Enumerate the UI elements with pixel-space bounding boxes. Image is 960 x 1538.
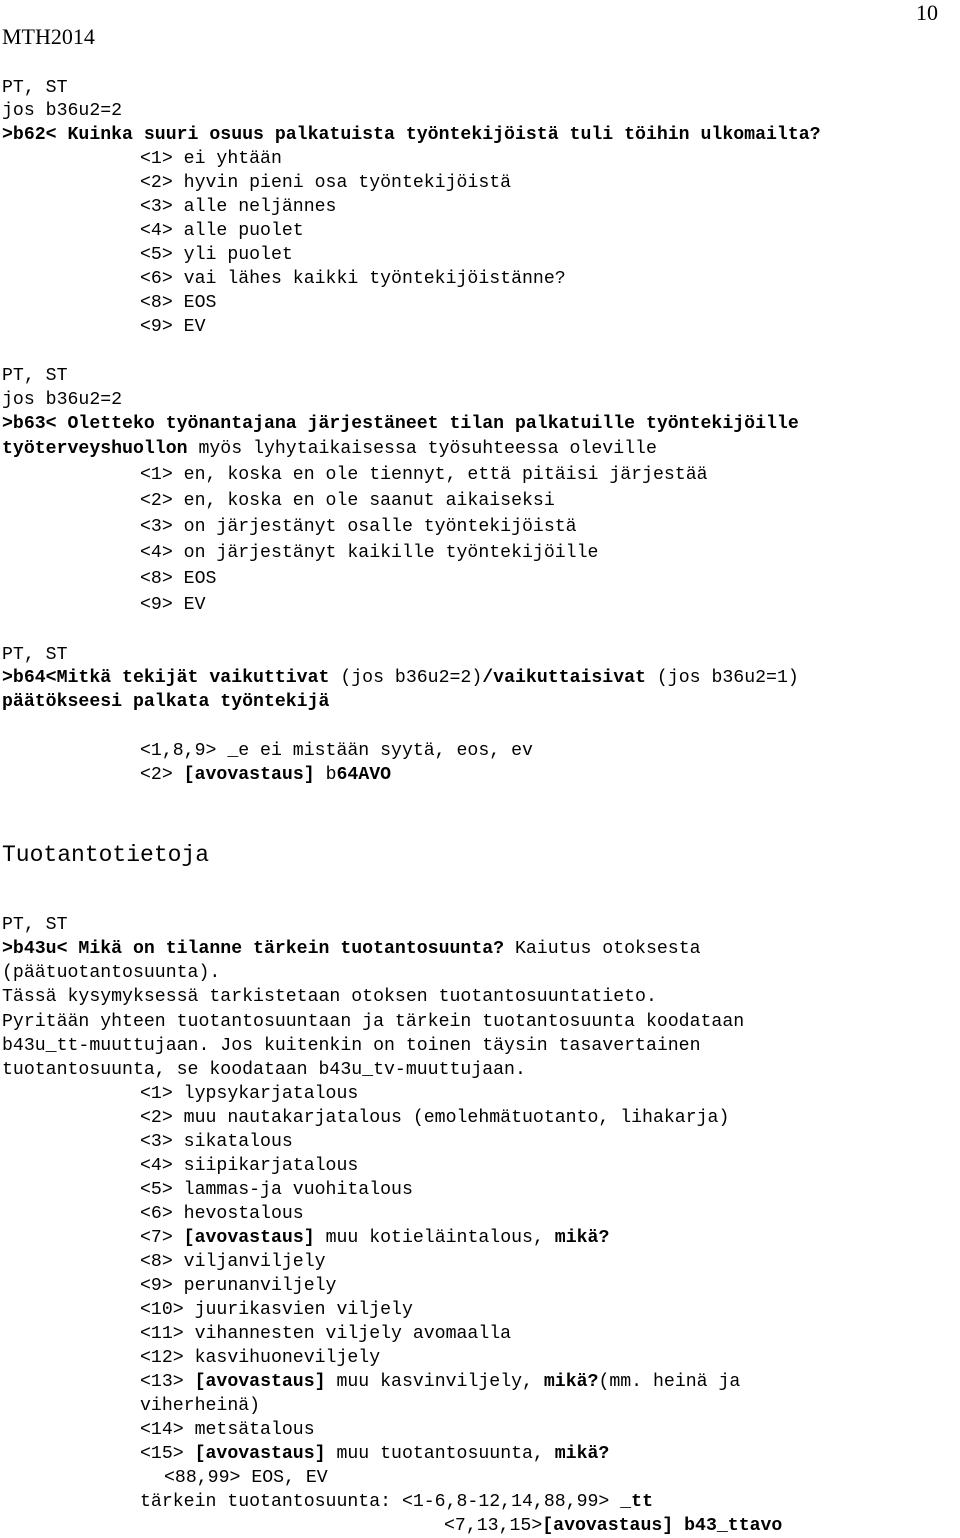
variable-prefix: b	[314, 765, 337, 785]
option-item: <3> sikatalous	[140, 1132, 293, 1152]
option-code: <15>	[140, 1444, 195, 1464]
open-answer-tag: [avovastaus]	[194, 1372, 326, 1392]
route-tag: PT, ST	[2, 915, 68, 935]
question-b64-condition: (jos b36u2=2)	[329, 668, 483, 688]
option-item: <1,8,9> _e ei mistään syytä, eos, ev	[140, 741, 533, 761]
instruction-line: Tässä kysymyksessä tarkistetaan otoksen tuotantosuuntatieto.	[2, 987, 657, 1007]
option-item: <6> vai lähes kaikki työntekijöistänne?	[140, 269, 566, 289]
question-b63-line2	[2, 437, 657, 461]
question-b64-line1	[2, 666, 799, 690]
option-item	[140, 1226, 609, 1250]
routing-line	[140, 1490, 653, 1514]
question-b63-line1: >b63< Oletteko työnantajana järjestäneet tilan palkatuille työntekijöille	[2, 414, 799, 434]
option-item: <5> yli puolet	[140, 245, 293, 265]
option-item	[140, 1442, 609, 1466]
routing-text: tärkein tuotantosuunta: <1-6,8-12,14,88,99>	[140, 1492, 621, 1512]
option-item: <4> siipikarjatalous	[140, 1156, 359, 1176]
document-title: MTH2014	[2, 24, 95, 49]
question-b64-line2: päätökseesi palkata työntekijä	[2, 692, 330, 712]
page-number: 10	[916, 0, 938, 25]
option-item: <8> EOS	[140, 293, 217, 313]
instruction-line: Pyritään yhteen tuotantosuuntaan ja tärkein tuotantosuunta koodataan	[2, 1012, 745, 1032]
condition: jos b36u2=2	[2, 390, 123, 410]
option-code: <2>	[140, 765, 184, 785]
option-item: <14> metsätalous	[140, 1420, 315, 1440]
question-b63-bold: työterveyshuollon	[2, 439, 188, 459]
option-item: <4> on järjestänyt kaikille työntekijöille	[140, 543, 599, 563]
route-tag: PT, ST	[2, 366, 68, 386]
routing-text: <7,13,15>	[444, 1516, 543, 1536]
option-item: <4> alle puolet	[140, 221, 304, 241]
option-item	[140, 1370, 740, 1394]
question-b43u-bold: >b43u< Mikä on tilanne tärkein tuotantosuunta?	[2, 939, 505, 959]
question-b43u	[2, 937, 701, 961]
question-b62: >b62< Kuinka suuri osuus palkatuista työntekijöistä tuli töihin ulkomailta?	[2, 125, 821, 145]
option-item: <3> alle neljännes	[140, 197, 337, 217]
option-code: <7>	[140, 1228, 184, 1248]
option-item: <2> muu nautakarjatalous (emolehmätuotanto, lihakarja)	[140, 1108, 730, 1128]
route-tag: PT, ST	[2, 78, 68, 98]
instruction-line: tuotantosuunta, se koodataan b43u_tv-muuttujaan.	[2, 1060, 526, 1080]
routing-line	[444, 1514, 782, 1538]
option-item: <10> juurikasvien viljely	[140, 1300, 413, 1320]
follow-up-prompt: mikä?	[554, 1444, 610, 1464]
instruction-line: (päätuotantosuunta).	[2, 963, 221, 983]
question-b43u-rest: Kaiutus otoksesta	[504, 939, 701, 959]
condition: jos b36u2=2	[2, 101, 123, 121]
option-item: <88,99> EOS, EV	[164, 1468, 328, 1488]
option-item: <9> EV	[140, 317, 206, 337]
question-b64-part: >b64<Mitkä tekijät vaikuttivat	[2, 668, 330, 688]
option-item: <11> vihannesten viljely avomaalla	[140, 1324, 512, 1344]
option-item: <8> viljanviljely	[140, 1252, 326, 1272]
option-continuation: viherheinä)	[140, 1396, 261, 1416]
follow-up-prompt: mikä?	[554, 1228, 610, 1248]
option-code: <13>	[140, 1372, 195, 1392]
open-answer-tag: [avovastaus]	[183, 1228, 315, 1248]
option-item: <8> EOS	[140, 569, 217, 589]
option-item: <6> hevostalous	[140, 1204, 304, 1224]
question-b64-condition: (jos b36u2=1)	[645, 668, 799, 688]
routing-target: _tt	[620, 1492, 653, 1512]
option-text: muu tuotantosuunta,	[325, 1444, 555, 1464]
option-item: <9> perunanviljely	[140, 1276, 337, 1296]
option-item: <2> hyvin pieni osa työntekijöistä	[140, 173, 512, 193]
question-b64-part: /vaikuttaisivat	[482, 668, 646, 688]
section-heading: Tuotantotietoja	[2, 842, 210, 868]
follow-up-prompt: mikä?	[543, 1372, 599, 1392]
open-answer-tag: [avovastaus]	[183, 765, 315, 785]
option-item: <9> EV	[140, 595, 206, 615]
option-text: muu kasvinviljely,	[325, 1372, 544, 1392]
routing-target: [avovastaus] b43_ttavo	[542, 1516, 783, 1536]
option-item: <12> kasvihuoneviljely	[140, 1348, 381, 1368]
variable-suffix: 64AVO	[336, 765, 392, 785]
option-item: <1> ei yhtään	[140, 149, 282, 169]
option-item: <2> en, koska en ole saanut aikaiseksi	[140, 491, 555, 511]
route-tag: PT, ST	[2, 645, 68, 665]
option-item: <3> on järjestänyt osalle työntekijöistä	[140, 517, 577, 537]
option-note: (mm. heinä ja	[598, 1372, 741, 1392]
option-item	[140, 763, 391, 787]
option-item: <1> lypsykarjatalous	[140, 1084, 359, 1104]
option-text: muu kotieläintalous,	[314, 1228, 555, 1248]
option-item: <5> lammas-ja vuohitalous	[140, 1180, 413, 1200]
question-b63-rest: myös lyhytaikaisessa työsuhteessa oleville	[187, 439, 657, 459]
option-item: <1> en, koska en ole tiennyt, että pitäisi järjestää	[140, 465, 708, 485]
instruction-line: b43u_tt-muuttujaan. Jos kuitenkin on toinen täysin tasavertainen	[2, 1036, 701, 1056]
open-answer-tag: [avovastaus]	[194, 1444, 326, 1464]
